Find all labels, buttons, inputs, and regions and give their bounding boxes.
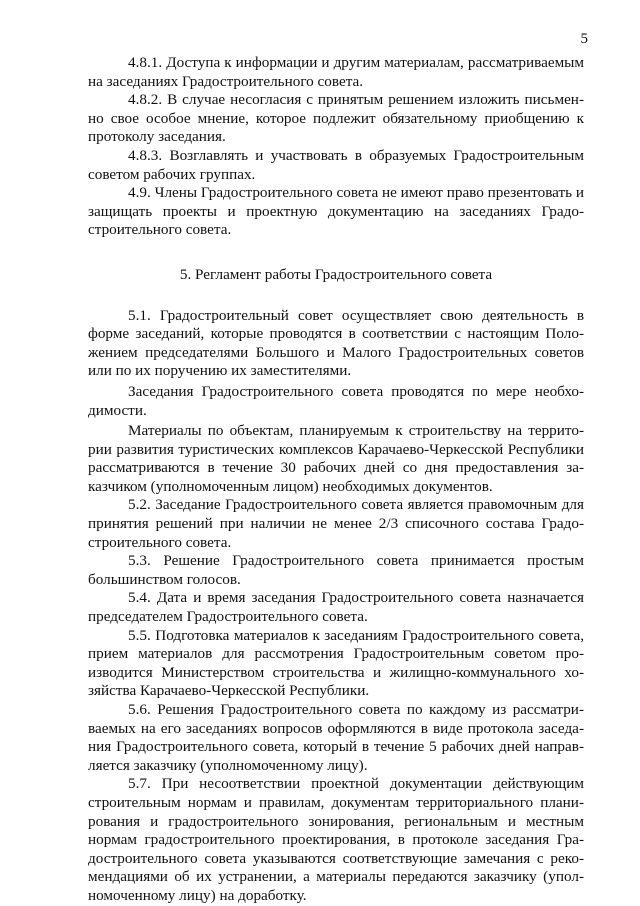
paragraph-materials-review: Материалы по объектам, планируемым к строительству на территории развития туристических комплексов Карачаево-Черкесской Республики рассматриваются в течение 30 рабочих дней со дня предоставления заказчиком (уполномоченным лицом) необходимых документов. — [88, 422, 584, 495]
paragraph-4-8-1: 4.8.1. Доступа к информации и другим материалам, рассматриваемым на заседаниях Градостроительного совета. — [88, 54, 584, 90]
document-body — [88, 54, 584, 906]
paragraph-5-3: 5.3. Решение Градостроительного совета принимается простым большинством голосов. — [88, 552, 584, 588]
paragraph-5-6: 5.6. Решения Градостроительного совета по каждому из рассматриваемых на его заседаниях вопросов оформляются в виде протокола заседания Градостроительного совета, который в течение 5 рабочих дней направляется заказчику (уполномоченному лицу). — [88, 701, 584, 774]
paragraph-4-8-2: 4.8.2. В случае несогласия с принятым решением изложить письменно свое особое мнение, которое подлежит обязательному приобщению к протоколу заседания. — [88, 91, 584, 146]
paragraph-5-5: 5.5. Подготовка материалов к заседаниям Градостроительного совета, прием материалов для рассмотрения Градостроительным советом производится Министерством строительства и жилищно-коммунального хозяйства Карачаево-Черкесской Республики. — [88, 626, 584, 700]
page-number: 5 — [580, 31, 588, 47]
paragraph-5-1: 5.1. Градостроительный совет осуществляет свою деятельность в форме заседаний, которые проводятся в соответствии с настоящим Положением председателями Большого и Малого Градостроительных советов или по их поручению их заместителями. — [88, 306, 584, 380]
paragraph-5-2: 5.2. Заседание Градостроительного совета является правомочным для принятия решений при наличии не менее 2/3 списочного состава Градостроительного совета. — [88, 496, 584, 551]
paragraph-4-8-3: 4.8.3. Возглавлять и участвовать в образуемых Градостроительным советом рабочих группах. — [88, 146, 584, 183]
paragraph-5-4: 5.4. Дата и время заседания Градостроительного совета назначается председателем Градостроительного совета. — [88, 589, 584, 626]
section-heading: 5. Регламент работы Градостроительного совета — [179, 265, 493, 283]
paragraph-meetings-schedule: Заседания Градостроительного совета проводятся по мере необходимости. — [88, 382, 584, 419]
paragraph-4-9: 4.9. Члены Градостроительного совета не имеют право презентовать и защищать проекты и проектную документацию на заседаниях Градостроительного совета. — [88, 184, 584, 239]
paragraph-5-7: 5.7. При несоответствии проектной документации действующим строительным нормам и правилам, документам территориального планирования и градостроительного зонирования, региональным и местным нормам градостроительного проектирования, в протоколе заседания Градостроительного совета указываются соответствующие замечания с рекомендациями об их устранении, а материалы передаются заказчику (уполномоченному лицу) на доработку. — [88, 775, 584, 904]
